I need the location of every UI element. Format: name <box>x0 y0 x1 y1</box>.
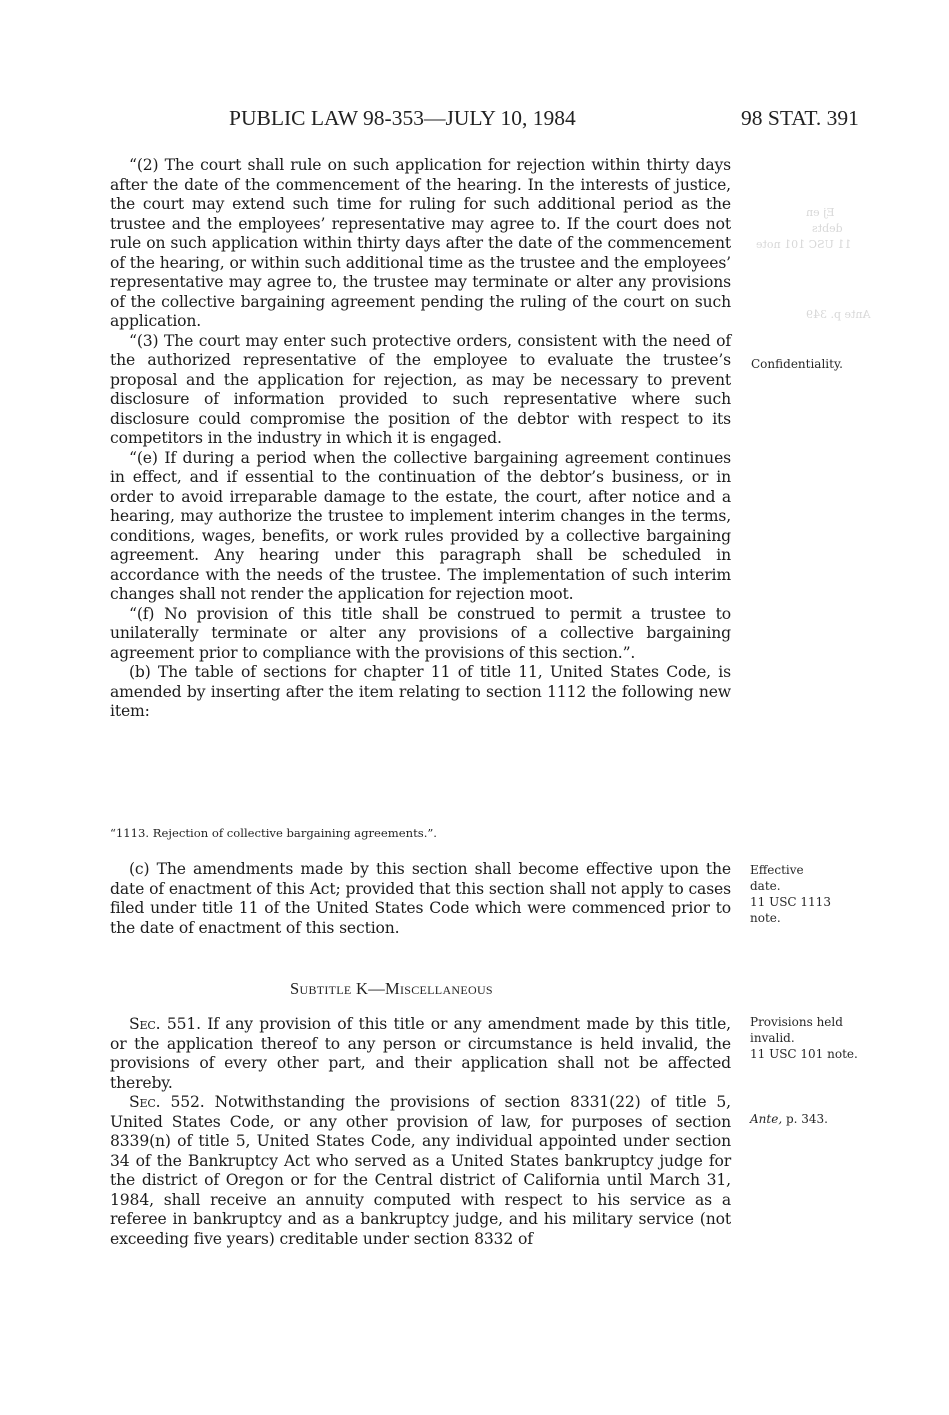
bleed-through-text: Ante p. 349 <box>806 308 871 321</box>
body-text-block <box>110 156 731 722</box>
margin-note-line <box>750 1111 828 1127</box>
margin-note-line: 11 USC 1113 <box>750 895 831 909</box>
body-text-block <box>110 1015 731 1249</box>
margin-note-line: date. <box>750 879 781 893</box>
margin-note-line: Provisions held <box>750 1015 843 1029</box>
margin-note-line: invalid. <box>750 1031 795 1045</box>
paragraph-3: “(3) The court may enter such protective orders, consistent with the need of the authorized representative of the employee to evaluate the trustee’s proposal and the application for rejection, as may be necessary to prevent disclosure of information provided to such representative where such disclosure could compromise the position of the debtor with respect to its competitors in the industry in which it is engaged. <box>110 331 731 447</box>
section-label: Sec. 551. <box>129 1015 201 1033</box>
margin-note-line: Effective <box>750 863 804 877</box>
page-header-title: PUBLIC LAW 98-353—JULY 10, 1984 <box>229 106 576 130</box>
paragraph-e: “(e) If during a period when the collective bargaining agreement continues in effect, and if essential to the continuation of the debtor’s business, or in order to avoid irreparable damage to the estate, the court, after notice and a hearing, may authorize the trustee to implement interim changes in the terms, conditions, wages, benefits, or work rules provided by a collective bargaining agreement. Any hearing under this paragraph shall be scheduled in accordance with the needs of the trustee. The implementation of such interim changes shall not render the application for rejection moot. <box>110 448 731 603</box>
ante-italic: Ante, <box>750 1112 783 1126</box>
section-552 <box>110 1093 731 1249</box>
margin-note-provisions-held-invalid <box>750 1014 858 1062</box>
margin-note-line: note. <box>750 911 781 925</box>
section-text: Notwithstanding the provisions of section 8331(22) of title 5, United States Code, or any other provision of law, for purposes of section 8339(n) of title 5, United States Code, any individual appointed under section 34 of the Bankruptcy Act who served as a United States bankruptcy judge for the district of Oregon or for the Central district of California until March 31, 1984, shall receive an annuity computed with respect to his service as a referee in bankruptcy and as a bankruptcy judge, and his military service (not exceeding five years) creditable under section 8332 of <box>110 1093 731 1248</box>
page-header-stat-number: 98 STAT. 391 <box>741 106 859 130</box>
bleed-through-text: Ej en <box>806 206 835 219</box>
section-text: If any provision of this title or any amendment made by this title, or the application thereof to any person or circumstance is held invalid, the provisions of every other part, and their application shall not be affected thereby. <box>110 1015 731 1092</box>
paragraph-f: “(f) No provision of this title shall be construed to permit a trustee to unilaterally terminate or alter any provisions of a collective bargaining agreement prior to compliance with the provisions of this section.”. <box>110 604 731 662</box>
section-551 <box>110 1015 731 1093</box>
margin-note-line: 11 USC 101 note. <box>750 1047 858 1061</box>
margin-note-ante <box>750 1111 828 1127</box>
bleed-through-text: debts <box>812 222 843 235</box>
table-of-sections-item: “1113. Rejection of collective bargaining agreements.”. <box>110 826 437 840</box>
bleed-through-text: 11 USC 101 note <box>756 238 852 251</box>
paragraph-c: (c) The amendments made by this section shall become effective upon the date of enactment of this Act; provided that this section shall not apply to cases filed under title 11 of the United States Code which were commenced prior to the date of enactment of this section. <box>110 860 731 937</box>
body-text-block <box>110 860 731 938</box>
section-label: Sec. 552. <box>129 1093 205 1111</box>
margin-note-confidentiality: Confidentiality. <box>751 357 843 371</box>
ante-page: p. 343. <box>782 1112 828 1126</box>
margin-note-effective-date <box>750 862 831 926</box>
subtitle-heading: Subtitle K—Miscellaneous <box>290 979 493 998</box>
paragraph-b: (b) The table of sections for chapter 11 of title 11, United States Code, is amended by inserting after the item relating to section 1112 the following new item: <box>110 663 731 720</box>
paragraph-2: “(2) The court shall rule on such application for rejection within thirty days after the date of the commencement of the hearing. In the interests of justice, the court may extend such time for ruling for such additional period as the trustee and the employees’ representative may agree to. If the court does not rule on such application within thirty days after the date of the commencement of the hearing, or within such additional time as the trustee and the employees’ representative may agree to, the trustee may terminate or alter any provisions of the collective bargaining agreement pending the ruling of the court on such application. <box>110 156 731 330</box>
